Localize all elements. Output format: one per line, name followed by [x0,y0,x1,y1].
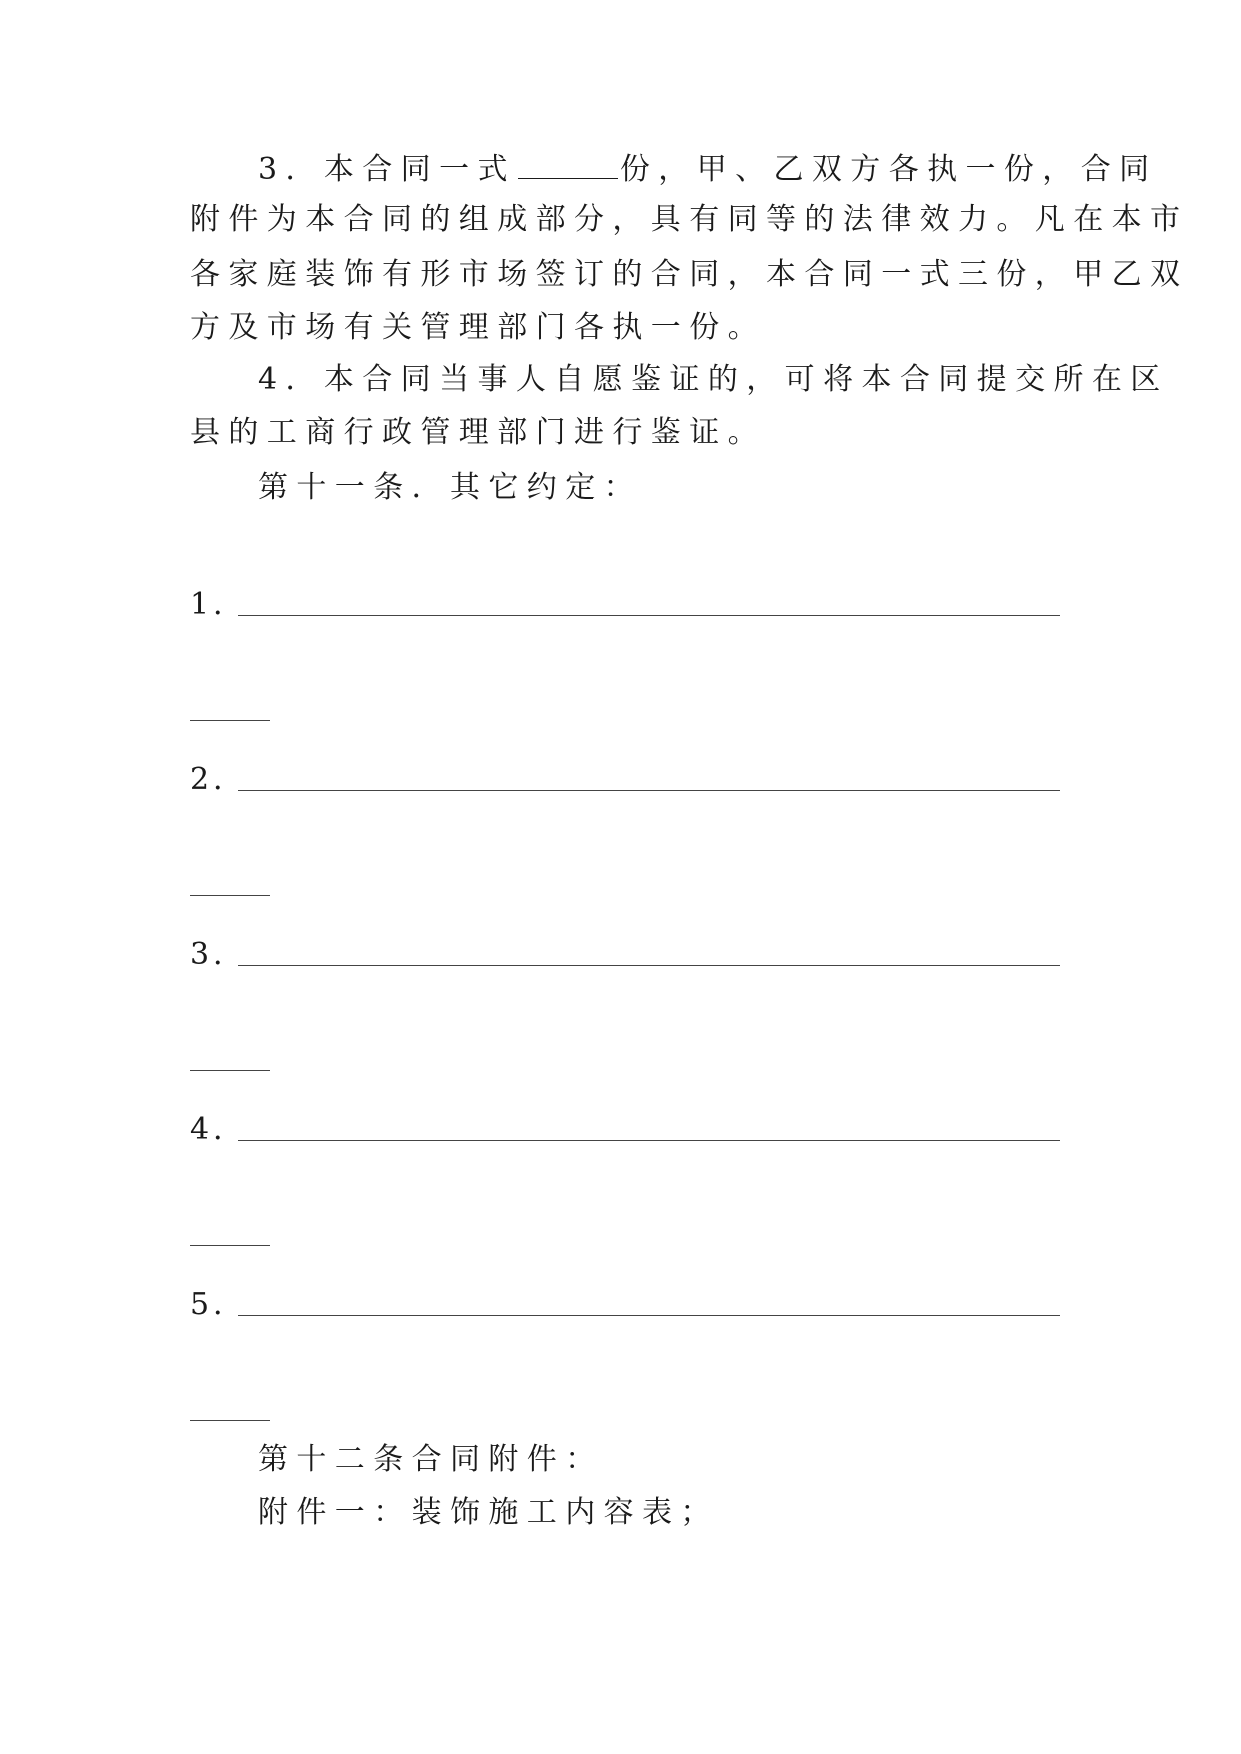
fill-in-line-continuation [190,1420,270,1421]
copies-blank [518,152,618,179]
article11-heading: 第十一条．其它约定： [258,470,642,505]
fill-in-line-continuation [190,1070,270,1071]
fill-in-line-continuation [190,895,270,896]
para3-text-b: 份，甲、乙双方各执一份，合同 [619,152,1158,187]
agreement-item-4 [190,1110,1060,1150]
agreement-item-1 [190,585,1060,625]
fill-in-line-continuation [190,1245,270,1246]
para3-line-2: 附件为本合同的组成部分，具有同等的法律效力。凡在本市 [190,202,1189,237]
fill-in-line-continuation [190,720,270,721]
item-number: 1． [190,587,248,622]
agreement-item-2 [190,760,1060,800]
item-number: 5． [190,1287,248,1322]
fill-in-line [238,1140,1060,1141]
para3-line-1 [258,150,1158,190]
item-number: 4． [190,1112,248,1147]
para3-line-3: 各家庭装饰有形市场签订的合同，本合同一式三份，甲乙双 [190,257,1189,292]
agreement-item-3 [190,935,1060,975]
item-number: 2． [190,762,248,797]
attachment-1: 附件一：装饰施工内容表； [258,1495,719,1530]
para3-line-4: 方及市场有关管理部门各执一份。 [190,310,766,345]
fill-in-line [238,1315,1060,1316]
fill-in-line [238,965,1060,966]
article12-heading: 第十二条合同附件： [258,1442,604,1477]
fill-in-line [238,615,1060,616]
fill-in-line [238,790,1060,791]
item-number: 3． [190,937,248,972]
para4-line-1: 4．本合同当事人自愿鉴证的，可将本合同提交所在区 [258,362,1169,397]
para3-text-a: 3．本合同一式 [258,152,516,187]
agreement-item-5 [190,1285,1060,1325]
para4-line-2: 县的工商行政管理部门进行鉴证。 [190,415,766,450]
